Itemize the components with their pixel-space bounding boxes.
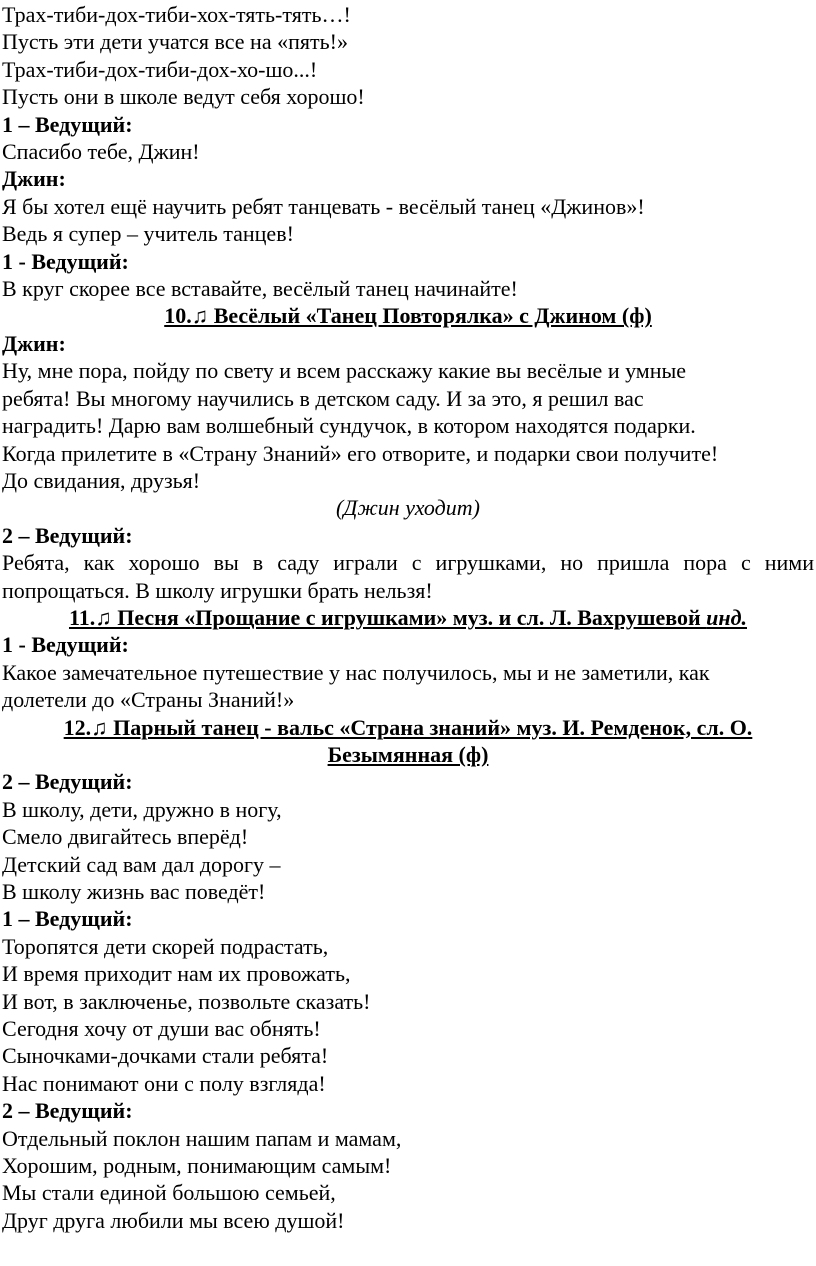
verse-line: Трах-тиби-дох-тиби-дох-хо-шо...! [2, 56, 318, 82]
verse-line: В школу жизнь вас поведёт! [2, 879, 266, 904]
speaker-label: 1 - Ведущий: [2, 632, 129, 658]
speaker-label: 2 – Ведущий: [2, 769, 133, 795]
program-item-title [69, 605, 747, 630]
verse-line: Торопятся дети скорей подрастать, [2, 933, 329, 959]
dialogue-line: долетели до «Страны Знаний!» [2, 687, 295, 713]
dialogue-line: Ну, мне пора, пойду по свету и всем расскажу какие вы весёлые и умные [2, 358, 687, 384]
program-item-note: инд. [706, 604, 747, 630]
program-item-title: Безымянная (ф) [327, 741, 489, 767]
verse-line: Нас понимают они с полу взгляда! [2, 1070, 326, 1096]
verse-line: Пусть эти дети учатся все на «пять!» [2, 29, 348, 55]
dialogue-line: Ребята, как хорошо вы в саду играли с игрушками, но пришла пора с ними [2, 550, 814, 576]
speaker-label: Джин: [2, 166, 66, 192]
verse-line: И вот, в заключенье, позвольте сказать! [2, 988, 371, 1014]
verse-line: Мы стали единой большою семьей, [2, 1180, 336, 1206]
verse-line: Смело двигайтесь вперёд! [2, 824, 249, 850]
dialogue-line: До свидания, друзья! [2, 467, 201, 493]
speaker-label: 1 – Ведущий: [2, 906, 133, 932]
dialogue-line: Когда прилетите в «Страну Знаний» его отворите, и подарки свои получите! [2, 440, 719, 466]
stage-direction: (Джин уходит) [336, 495, 480, 521]
dialogue-line: Какое замечательное путешествие у нас получилось, мы и не заметили, как [2, 659, 710, 685]
dialogue-line: Спасибо тебе, Джин! [2, 139, 200, 165]
verse-line: Отдельный поклон нашим папам и мамам, [2, 1125, 402, 1151]
dialogue-line: ребята! Вы многому научились в детском саду. И за это, я решил вас [2, 385, 644, 411]
verse-line: Сегодня хочу от души вас обнять! [2, 1016, 321, 1042]
verse-line: Пусть они в школе ведут себя хорошо! [2, 84, 365, 110]
verse-line: И время приходит нам их провожать, [2, 961, 351, 987]
program-item-heading [2, 604, 814, 631]
verse-line: Трах-тиби-дох-тиби-хох-тять-тять…! [2, 2, 351, 27]
program-item-heading-continued [2, 741, 814, 768]
dialogue-line: Я бы хотел ещё научить ребят танцевать - весёлый танец «Джинов»! [2, 193, 645, 219]
speaker-label: 2 – Ведущий: [2, 522, 133, 548]
program-item-title: 12.♫ Парный танец - вальс «Страна знаний» муз. И. Ремденок, сл. О. [63, 714, 753, 740]
verse-line: В школу, дети, дружно в ногу, [2, 796, 282, 822]
dialogue-line: попрощаться. В школу игрушки брать нельзя! [2, 577, 433, 603]
speaker-label: Джин: [2, 330, 66, 356]
dialogue-line: В круг скорее все вставайте, весёлый танец начинайте! [2, 276, 518, 302]
program-item-title-text: 11.♫ Песня «Прощание с игрушками» муз. и сл. Л. Вахрушевой [68, 604, 707, 630]
speaker-label: 1 - Ведущий: [2, 248, 129, 274]
program-item-heading [2, 714, 814, 741]
program-item-heading [2, 302, 814, 329]
verse-line: Хорошим, родным, понимающим самым! [2, 1153, 392, 1179]
verse-line: Сыночками-дочками стали ребята! [2, 1043, 329, 1069]
speaker-label: 2 – Ведущий: [2, 1098, 133, 1124]
program-item-title: 10.♫ Весёлый «Танец Повторялка» с Джином (ф) [164, 303, 652, 329]
speaker-label: 1 – Ведущий: [2, 111, 133, 137]
verse-line: Детский сад вам дал дорогу – [2, 851, 281, 877]
verse-line: Друг друга любили мы всею душой! [2, 1207, 345, 1233]
dialogue-line: Ведь я супер – учитель танцев! [2, 221, 294, 247]
dialogue-line: наградить! Дарю вам волшебный сундучок, в котором находятся подарки. [2, 413, 696, 439]
